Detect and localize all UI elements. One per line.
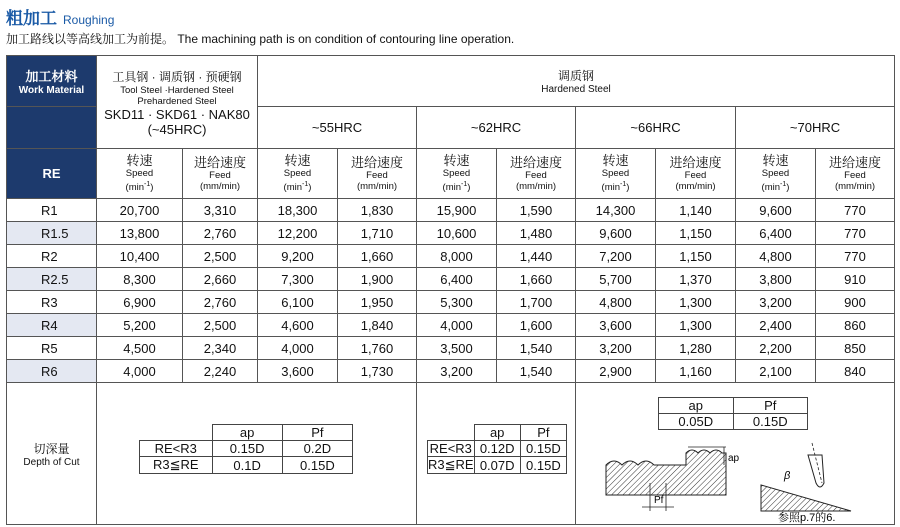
speed-zh: 转速 <box>602 152 629 168</box>
feed-cell: 900 <box>816 291 895 314</box>
feed-unit: (mm/min) <box>199 180 241 192</box>
feed-unit: (mm/min) <box>515 180 557 192</box>
speed-unit-end: ) <box>150 182 154 194</box>
material-tool-steel <box>97 56 258 149</box>
work-material-en: Work Material <box>18 85 85 96</box>
mat1-en2: Prehardened Steel <box>137 95 217 107</box>
speed-zh: 转速 <box>284 152 311 168</box>
speed-header <box>417 149 497 199</box>
speed-cell: 6,400 <box>736 222 816 245</box>
cond: RE<R3 <box>140 441 213 457</box>
depth-en: Depth of Cut <box>23 456 80 468</box>
work-material-header <box>7 56 97 107</box>
speed-cell: 9,600 <box>576 222 656 245</box>
feed-cell: 1,730 <box>338 360 417 383</box>
speed-cell: 4,000 <box>258 337 338 360</box>
speed-cell: 4,800 <box>736 245 816 268</box>
feed-cell: 860 <box>816 314 895 337</box>
ap: 0.12D <box>474 441 520 457</box>
speed-cell: 13,800 <box>97 222 183 245</box>
speed-en: Speed <box>601 167 630 179</box>
speed-cell: 3,600 <box>258 360 338 383</box>
ap: 0.15D <box>212 441 282 457</box>
pf: 0.15D <box>733 414 808 430</box>
speed-unit-sup: -1 <box>144 180 151 188</box>
feed-cell: 1,660 <box>338 245 417 268</box>
blank-corner <box>140 425 213 441</box>
table-row <box>7 268 895 291</box>
ap: 0.05D <box>659 414 734 430</box>
speed-unit-text: (min <box>601 182 621 194</box>
speed-header <box>576 149 656 199</box>
feed-en: Feed <box>366 169 388 181</box>
feed-cell: 1,760 <box>338 337 417 360</box>
speed-unit-text: (min <box>761 182 781 194</box>
re-cell: R5 <box>7 337 97 360</box>
re-cell: R6 <box>7 360 97 383</box>
depth-table-2 <box>427 424 567 474</box>
speed-unit-text: (min <box>442 182 462 194</box>
feed-cell: 1,590 <box>497 199 576 222</box>
depth-table-1 <box>139 424 353 474</box>
material-hardened-steel <box>258 56 895 107</box>
pf: 0.15D <box>282 457 352 474</box>
depth-cell-3-inner <box>576 383 894 524</box>
mat1-zh: 工具钢 · 调质钢 · 预硬钢 <box>112 69 242 84</box>
feed-cell: 1,840 <box>338 314 417 337</box>
speed-unit-end: ) <box>786 182 790 194</box>
feed-cell: 1,600 <box>497 314 576 337</box>
re-cell: R1.5 <box>7 222 97 245</box>
speed-unit <box>258 179 337 193</box>
speed-cell: 10,600 <box>417 222 497 245</box>
re-cell: R2.5 <box>7 268 97 291</box>
pf: 0.2D <box>282 441 352 457</box>
speed-cell: 5,200 <box>97 314 183 337</box>
speed-header <box>97 149 183 199</box>
diagram-pf-label: Pf <box>654 495 664 506</box>
speed-unit-sup: -1 <box>302 180 309 188</box>
speed-cell: 15,900 <box>417 199 497 222</box>
feed-header <box>497 149 576 199</box>
speed-cell: 3,600 <box>576 314 656 337</box>
speed-en: Speed <box>442 167 471 179</box>
speed-cell: 3,200 <box>417 360 497 383</box>
speed-cell: 2,200 <box>736 337 816 360</box>
depth-zh: 切深量 <box>33 441 70 456</box>
speed-cell: 4,800 <box>576 291 656 314</box>
speed-cell: 7,200 <box>576 245 656 268</box>
feed-cell: 2,240 <box>183 360 258 383</box>
section-title <box>6 4 114 26</box>
title-zh: 粗加工 <box>6 9 57 28</box>
feed-unit: (mm/min) <box>675 180 716 192</box>
speed-unit-sup: -1 <box>461 180 468 188</box>
speed-cell: 6,100 <box>258 291 338 314</box>
work-material-zh: 加工材料 <box>25 69 78 84</box>
feed-cell: 1,540 <box>497 360 576 383</box>
speed-cell: 9,200 <box>258 245 338 268</box>
speed-cell: 2,400 <box>736 314 816 337</box>
feed-en: Feed <box>684 169 707 181</box>
diagram-ap-label: ap <box>728 453 740 464</box>
profile-diagram <box>606 447 740 511</box>
speed-cell: 3,200 <box>576 337 656 360</box>
path-note: 加工路线以等高线加工为前提。 The machining path is on condition of contouring line operation. <box>6 32 515 46</box>
speed-cell: 2,100 <box>736 360 816 383</box>
speed-cell: 18,300 <box>258 199 338 222</box>
speed-unit-sup: -1 <box>780 180 787 188</box>
col-pf: Pf <box>733 398 808 414</box>
mat1-en1: Tool Steel ·Hardened Steel <box>120 84 234 96</box>
feed-cell: 850 <box>816 337 895 360</box>
ap: 0.07D <box>474 457 520 474</box>
speed-cell: 9,600 <box>736 199 816 222</box>
cond: R3≦RE <box>140 457 213 474</box>
feed-zh: 进给速度 <box>193 154 246 170</box>
speed-unit-text: (min <box>283 182 303 194</box>
speed-cell: 4,000 <box>417 314 497 337</box>
speed-cell: 2,900 <box>576 360 656 383</box>
table-row <box>7 222 895 245</box>
feed-en: Feed <box>844 169 866 181</box>
feed-cell: 1,900 <box>338 268 417 291</box>
feed-cell: 2,340 <box>183 337 258 360</box>
speed-header <box>258 149 338 199</box>
feed-zh: 进给速度 <box>350 154 403 170</box>
speed-cell: 6,900 <box>97 291 183 314</box>
cond: RE<R3 <box>428 441 475 457</box>
feed-zh: 进给速度 <box>828 154 881 170</box>
feed-cell: 840 <box>816 360 895 383</box>
speed-en: Speed <box>761 167 790 179</box>
speed-cell: 4,000 <box>97 360 183 383</box>
hrc-62: ~62HRC <box>417 107 576 149</box>
depth-cell-2 <box>417 383 576 525</box>
speed-cell: 5,700 <box>576 268 656 291</box>
feed-unit: (mm/min) <box>356 180 398 192</box>
speed-unit <box>97 179 182 193</box>
table-row <box>7 245 895 268</box>
feed-unit: (mm/min) <box>834 180 876 192</box>
mat1-hrc: (~45HRC) <box>147 121 207 137</box>
speed-cell: 5,300 <box>417 291 497 314</box>
speed-cell: 14,300 <box>576 199 656 222</box>
speed-cell: 3,200 <box>736 291 816 314</box>
col-pf: Pf <box>520 425 566 441</box>
mat2-zh: 调质钢 <box>557 69 594 83</box>
feed-cell: 1,710 <box>338 222 417 245</box>
hrc-55: ~55HRC <box>258 107 417 149</box>
feed-cell: 2,500 <box>183 314 258 337</box>
feed-header <box>338 149 417 199</box>
depth-cell-1 <box>97 383 417 525</box>
tool-tilt-diagram <box>761 443 851 511</box>
speed-unit-end: ) <box>626 182 630 194</box>
speed-cell: 20,700 <box>97 199 183 222</box>
reference-note: 参照p.7的6. <box>778 512 836 524</box>
feed-cell: 1,150 <box>656 222 736 245</box>
speed-unit <box>417 179 496 193</box>
pf: 0.15D <box>520 457 566 474</box>
hrc-66: ~66HRC <box>576 107 736 149</box>
col-ap: ap <box>474 425 520 441</box>
depth-of-cut-label <box>7 383 97 525</box>
col-ap: ap <box>659 398 734 414</box>
re-cell: R2 <box>7 245 97 268</box>
feed-cell: 1,150 <box>656 245 736 268</box>
feed-cell: 770 <box>816 245 895 268</box>
feed-cell: 910 <box>816 268 895 291</box>
blank-corner <box>428 425 475 441</box>
speed-zh: 转速 <box>762 152 789 168</box>
feed-cell: 1,300 <box>656 314 736 337</box>
work-material-header-cont <box>7 107 97 149</box>
speed-unit-end: ) <box>467 182 471 194</box>
cutting-conditions-table <box>6 55 895 525</box>
feed-cell: 1,300 <box>656 291 736 314</box>
speed-cell: 7,300 <box>258 268 338 291</box>
feed-cell: 2,760 <box>183 291 258 314</box>
table-row <box>7 314 895 337</box>
re-header <box>7 149 97 199</box>
speed-unit <box>736 179 815 193</box>
feed-zh: 进给速度 <box>669 154 722 170</box>
speed-cell: 8,300 <box>97 268 183 291</box>
feed-cell: 1,160 <box>656 360 736 383</box>
table-row <box>7 337 895 360</box>
speed-cell: 3,800 <box>736 268 816 291</box>
speed-cell: 6,400 <box>417 268 497 291</box>
feed-cell: 1,370 <box>656 268 736 291</box>
speed-unit-sup: -1 <box>620 180 627 188</box>
speed-header <box>736 149 816 199</box>
re-cell: R1 <box>7 199 97 222</box>
feed-cell: 1,440 <box>497 245 576 268</box>
speed-cell: 10,400 <box>97 245 183 268</box>
table-row <box>7 360 895 383</box>
depth-cell-3 <box>576 383 895 525</box>
re-header-label: RE <box>42 166 61 181</box>
pf: 0.15D <box>520 441 566 457</box>
feed-cell: 1,950 <box>338 291 417 314</box>
cond: R3≦RE <box>428 457 474 472</box>
feed-cell: 2,660 <box>183 268 258 291</box>
feed-cell: 1,700 <box>497 291 576 314</box>
speed-zh: 转速 <box>443 152 470 168</box>
depth-diagram <box>576 383 894 524</box>
feed-cell: 770 <box>816 199 895 222</box>
feed-cell: 1,480 <box>497 222 576 245</box>
feed-cell: 1,280 <box>656 337 736 360</box>
feed-cell: 3,310 <box>183 199 258 222</box>
title-en: Roughing <box>63 13 115 27</box>
re-cell: R3 <box>7 291 97 314</box>
col-pf: Pf <box>282 425 352 441</box>
speed-cell: 8,000 <box>417 245 497 268</box>
feed-header <box>816 149 895 199</box>
speed-zh: 转速 <box>126 152 153 168</box>
col-ap: ap <box>212 425 282 441</box>
feed-cell: 1,140 <box>656 199 736 222</box>
table-row <box>7 199 895 222</box>
feed-zh: 进给速度 <box>509 154 562 170</box>
speed-en: Speed <box>125 167 154 179</box>
ap: 0.1D <box>212 457 282 474</box>
speed-unit <box>576 179 655 193</box>
mat2-en: Hardened Steel <box>541 84 611 95</box>
feed-header <box>183 149 258 199</box>
hrc-70: ~70HRC <box>736 107 895 149</box>
feed-cell: 1,660 <box>497 268 576 291</box>
depth-cell-2-inner <box>417 383 575 524</box>
speed-cell: 4,500 <box>97 337 183 360</box>
feed-en: Feed <box>209 169 231 181</box>
feed-header <box>656 149 736 199</box>
feed-cell: 1,540 <box>497 337 576 360</box>
speed-cell: 12,200 <box>258 222 338 245</box>
depth-cell-1-inner <box>97 383 416 524</box>
feed-cell: 770 <box>816 222 895 245</box>
diagram-beta-label: β <box>784 470 791 482</box>
speed-unit-end: ) <box>308 182 312 194</box>
feed-cell: 2,760 <box>183 222 258 245</box>
speed-cell: 3,500 <box>417 337 497 360</box>
table-row <box>7 291 895 314</box>
feed-cell: 1,830 <box>338 199 417 222</box>
mat1-grades: SKD11 · SKD61 · NAK80 <box>104 106 250 122</box>
feed-cell: 2,500 <box>183 245 258 268</box>
speed-unit-text: (min <box>125 182 145 194</box>
speed-cell: 4,600 <box>258 314 338 337</box>
feed-en: Feed <box>525 169 547 181</box>
speed-en: Speed <box>283 167 312 179</box>
re-cell: R4 <box>7 314 97 337</box>
